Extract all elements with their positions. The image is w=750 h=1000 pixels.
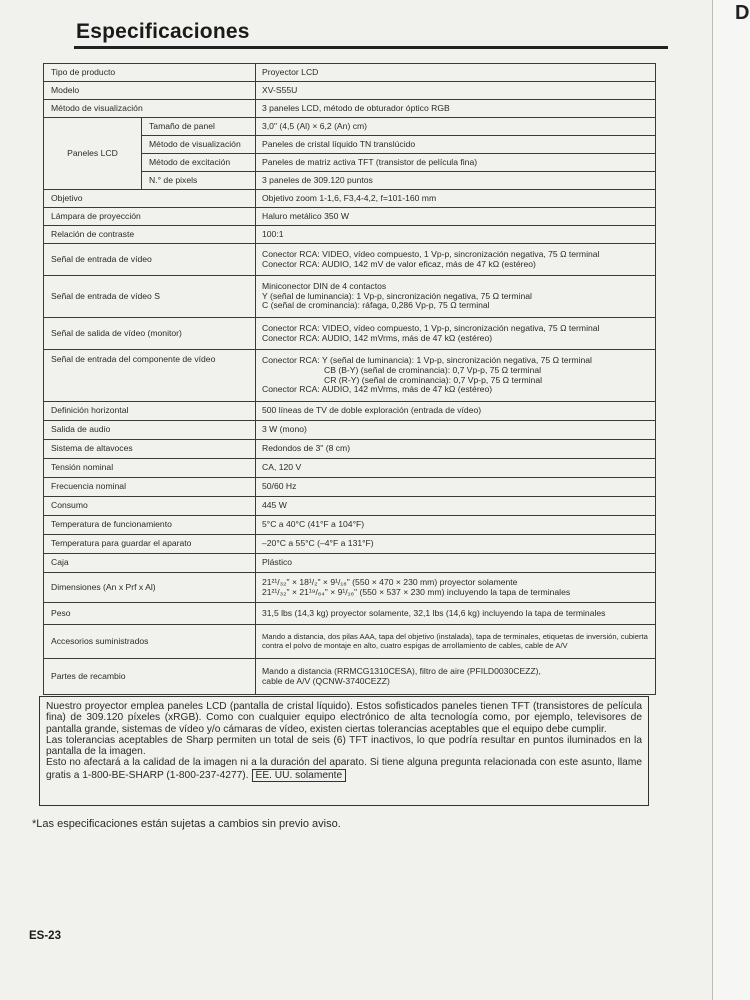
spec-value: CA, 120 V (256, 459, 656, 478)
spec-value-line: Conector RCA: AUDIO, 142 mVrms, más de 47 kΩ (estéreo) (262, 384, 493, 395)
spec-label: Salida de audio (44, 421, 256, 440)
title-rule (74, 46, 668, 49)
spec-label: Peso (44, 603, 256, 625)
spec-row (44, 421, 656, 440)
spec-row (44, 440, 656, 459)
lcd-tolerance-note (39, 696, 649, 806)
spec-label: Sistema de altavoces (44, 440, 256, 459)
spec-value: Paneles de matriz activa TFT (transistor de película fina) (256, 154, 656, 172)
spec-value-line: Conector RCA: VIDEO, vídeo compuesto, 1 Vp-p, sincronización negativa, 75 Ω terminal (262, 248, 600, 259)
spec-row (44, 226, 656, 244)
spec-row (44, 625, 656, 659)
spec-value-line: Conector RCA: VIDEO, vídeo compuesto, 1 Vp-p, sincronización negativa, 75 Ω terminal (262, 322, 600, 333)
spec-label: Tipo de producto (44, 64, 256, 82)
spec-value: Mando a distancia, dos pilas AAA, tapa del objetivo (instalada), tapa de terminales, etiquetas de inversión, cubierta contra el polvo de montaje en alto, cuatro espigas de arrollamiento de cables, cable de A/V (256, 625, 656, 659)
spec-value: 445 W (256, 497, 656, 516)
spec-value: Paneles de cristal líquido TN translúcido (256, 136, 656, 154)
spec-sublabel: Tamaño de panel (142, 118, 256, 136)
region-badge: EE. UU. solamente (252, 769, 347, 782)
spec-value (256, 350, 656, 402)
spec-label: Relación de contraste (44, 226, 256, 244)
spec-value: 100:1 (256, 226, 656, 244)
spec-sublabel: Método de excitación (142, 154, 256, 172)
adjacent-page-letter: D (735, 2, 750, 24)
spec-row (44, 100, 656, 118)
spec-value: Haluro metálico 350 W (256, 208, 656, 226)
spec-value: –20°C a 55°C (–4°F a 131°F) (256, 535, 656, 554)
spec-value: Proyector LCD (256, 64, 656, 82)
spec-label: Partes de recambio (44, 659, 256, 695)
spec-row (44, 318, 656, 350)
spec-label: Consumo (44, 497, 256, 516)
spec-row (44, 276, 656, 318)
spec-value-line: Conector RCA: Y (señal de luminancia): 1 Vp-p, sincronización negativa, 75 Ω terminal (262, 354, 592, 365)
spec-value: 500 líneas de TV de doble exploración (entrada de vídeo) (256, 402, 656, 421)
spec-value-line: CB (B-Y) (señal de crominancia): 0,7 Vp-p, 75 Ω terminal (324, 364, 542, 375)
spec-row (44, 459, 656, 478)
note-paragraph: Nuestro proyector emplea paneles LCD (pantalla de cristal líquido). Estos sofisticados paneles tienen TFT (transistores de película fina) de 309.120 píxeles (xRGB). Como con cualquier equipo electrónico de alta tecnología como, por ejemplo, televisores de pantalla grande, sistemas de vídeo y/o cámaras de vídeo, existen ciertas tolerancias aceptables que el equipo debe cumplir. (46, 701, 642, 735)
spec-value: 3 paneles LCD, método de obturador óptico RGB (256, 100, 656, 118)
spec-row (44, 244, 656, 276)
spec-value-line: Conector RCA: AUDIO, 142 mVrms, más de 47 kΩ (estéreo) (262, 332, 493, 343)
spec-label: Dimensiones (An x Prf x Al) (44, 573, 256, 603)
spec-label: Método de visualización (44, 100, 256, 118)
note-text: Esto no afectará a la calidad de la imagen ni a la duración del aparato. Si tiene alguna pregunta relacionada con este asunto, llame gratis a 1-800-BE-SHARP (1-800-237-4277). (46, 757, 642, 781)
spec-value-line: CR (R-Y) (señal de crominancia): 0,7 Vp-p, 75 Ω terminal (324, 374, 543, 385)
spec-value: 3 paneles de 309.120 puntos (256, 172, 656, 190)
spec-label: Temperatura para guardar el aparato (44, 535, 256, 554)
spec-label: Definición horizontal (44, 402, 256, 421)
spec-value (256, 659, 656, 695)
adjacent-page-edge (712, 0, 750, 1000)
note-paragraph: Las tolerancias aceptables de Sharp permiten un total de seis (6) TFT inactivos, lo que podría resultar en puntos iluminados en la pantalla de la imagen. (46, 734, 642, 758)
spec-value (256, 276, 656, 318)
page-number: ES-23 (29, 930, 61, 942)
spec-value-line: 21²¹/₃₂" × 18¹/₂" × 9¹/₁₆" (550 × 470 × 230 mm) proyector solamente (262, 576, 518, 587)
page-title: Especificaciones (76, 20, 250, 43)
spec-label: Temperatura de funcionamiento (44, 516, 256, 535)
spec-row (44, 554, 656, 573)
spec-row (44, 535, 656, 554)
spec-value: 3 W (mono) (256, 421, 656, 440)
spec-group-label: Paneles LCD (44, 118, 142, 190)
spec-value: XV-S55U (256, 82, 656, 100)
spec-label: Tensión nominal (44, 459, 256, 478)
spec-row (44, 478, 656, 497)
spec-value-line: cable de A/V (QCNW-3740CEZZ) (262, 675, 390, 686)
spec-row (44, 82, 656, 100)
spec-label: Señal de entrada de vídeo S (44, 276, 256, 318)
spec-row (44, 659, 656, 695)
spec-row (44, 603, 656, 625)
spec-row (44, 516, 656, 535)
spec-value-line: Conector RCA: AUDIO, 142 mV de valor eficaz, más de 47 kΩ (estéreo) (262, 258, 536, 269)
spec-row (44, 208, 656, 226)
spec-label: Señal de entrada de vídeo (44, 244, 256, 276)
spec-row (44, 402, 656, 421)
spec-row (44, 190, 656, 208)
footnote: *Las especificaciones están sujetas a cambios sin previo aviso. (32, 818, 341, 830)
spec-value: Objetivo zoom 1-1,6, F3,4-4,2, f=101-160 mm (256, 190, 656, 208)
note-paragraph (46, 757, 642, 782)
spec-value: 3,0" (4,5 (Al) × 6,2 (An) cm) (256, 118, 656, 136)
spec-label: Señal de salida de vídeo (monitor) (44, 318, 256, 350)
spec-value (256, 318, 656, 350)
spec-value: 50/60 Hz (256, 478, 656, 497)
spec-value-line: C (señal de crominancia): ráfaga, 0,286 Vp-p, 75 Ω terminal (262, 300, 490, 311)
spec-row (44, 350, 656, 402)
spec-value: 31,5 lbs (14,3 kg) proyector solamente, 32,1 lbs (14,6 kg) incluyendo la tapa de terminales (256, 603, 656, 625)
specifications-table (43, 63, 656, 695)
spec-value-line: Mando a distancia (RRMCG1310CESA), filtro de aire (PFILD0030CEZZ), (262, 665, 541, 676)
spec-row (44, 497, 656, 516)
spec-label: Objetivo (44, 190, 256, 208)
spec-value (256, 573, 656, 603)
spec-value: 5°C a 40°C (41°F a 104°F) (256, 516, 656, 535)
spec-label: Lámpara de proyección (44, 208, 256, 226)
spec-label: Modelo (44, 82, 256, 100)
spec-row (44, 118, 656, 136)
spec-label: Caja (44, 554, 256, 573)
spec-value-line: 21²¹/₃₂" × 21¹⁹/₆₄" × 9¹/₁₆" (550 × 537 × 230 mm) incluyendo la tapa de terminales (262, 586, 571, 597)
spec-sublabel: N.° de pixels (142, 172, 256, 190)
spec-value-line: Miniconector DIN de 4 contactos (262, 280, 387, 291)
spec-value (256, 244, 656, 276)
spec-row (44, 573, 656, 603)
spec-label: Accesorios suministrados (44, 625, 256, 659)
spec-value: Redondos de 3" (8 cm) (256, 440, 656, 459)
spec-value-line: Y (señal de luminancia): 1 Vp-p, sincronización negativa, 75 Ω terminal (262, 290, 532, 301)
spec-label: Señal de entrada del componente de vídeo (44, 350, 256, 402)
spec-value: Plástico (256, 554, 656, 573)
spec-row (44, 64, 656, 82)
spec-sublabel: Método de visualización (142, 136, 256, 154)
spec-label: Frecuencia nominal (44, 478, 256, 497)
